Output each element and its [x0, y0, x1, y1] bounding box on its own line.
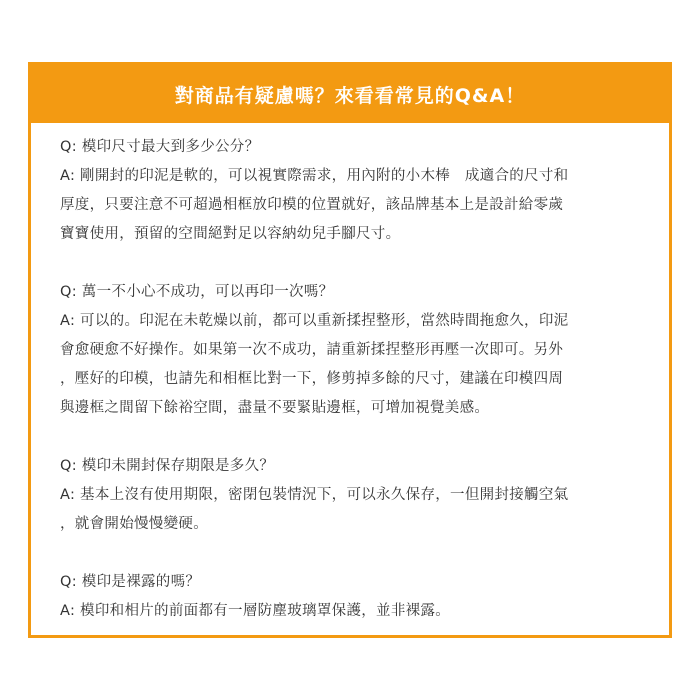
header-banner: [31, 65, 669, 123]
answer-1-line-2: 厚度，只要注意不可超過相框放印模的位置就好，該品牌基本上是設計給零歲: [60, 197, 564, 213]
answer-2-line-3: ，壓好的印模，也請先和相框比對一下，修剪掉多餘的尺寸，建議在印模四周: [60, 371, 564, 387]
qa-list: [60, 133, 645, 655]
answer-4-line-1: A: 模印和相片的前面都有一層防塵玻璃罩保護，並非裸露。: [60, 603, 451, 619]
answer-2-line-1: A: 可以的。印泥在未乾燥以前，都可以重新揉捏整形，當然時間拖愈久，印泥: [60, 313, 569, 329]
answer-2-line-2: 會愈硬愈不好操作。如果第一次不成功，請重新揉捏整形再壓一次即可。另外: [60, 342, 564, 358]
qa-item-3: [60, 452, 645, 539]
question-1: Q: 模印尺寸最大到多少公分？: [60, 139, 260, 155]
banner-title: 對商品有疑慮嗎？來看看常見的Q&A！: [174, 84, 526, 107]
answer-1-line-3: 寶寶使用，預留的空間絕對足以容納幼兒手腳尺寸。: [60, 226, 401, 242]
qa-item-2: [60, 278, 645, 423]
answer-1-line-1: A: 剛開封的印泥是軟的，可以視實際需求，用內附的小木棒 成適合的尺寸和: [60, 168, 569, 184]
qa-item-4: [60, 568, 645, 626]
answer-3-line-1: A: 基本上沒有使用期限，密閉包裝情況下，可以永久保存，一但開封接觸空氣: [60, 487, 569, 503]
answer-2-line-4: 與邊框之間留下餘裕空間，盡量不要緊貼邊框，可增加視覺美感。: [60, 400, 490, 416]
qa-frame: [28, 62, 672, 638]
question-4: Q: 模印是裸露的嗎？: [60, 574, 201, 590]
question-2: Q: 萬一不小心不成功，可以再印一次嗎？: [60, 284, 334, 300]
qa-item-1: [60, 133, 645, 249]
answer-3-line-2: ，就會開始慢慢變硬。: [60, 516, 208, 532]
question-3: Q: 模印未開封保存期限是多久？: [60, 458, 275, 474]
